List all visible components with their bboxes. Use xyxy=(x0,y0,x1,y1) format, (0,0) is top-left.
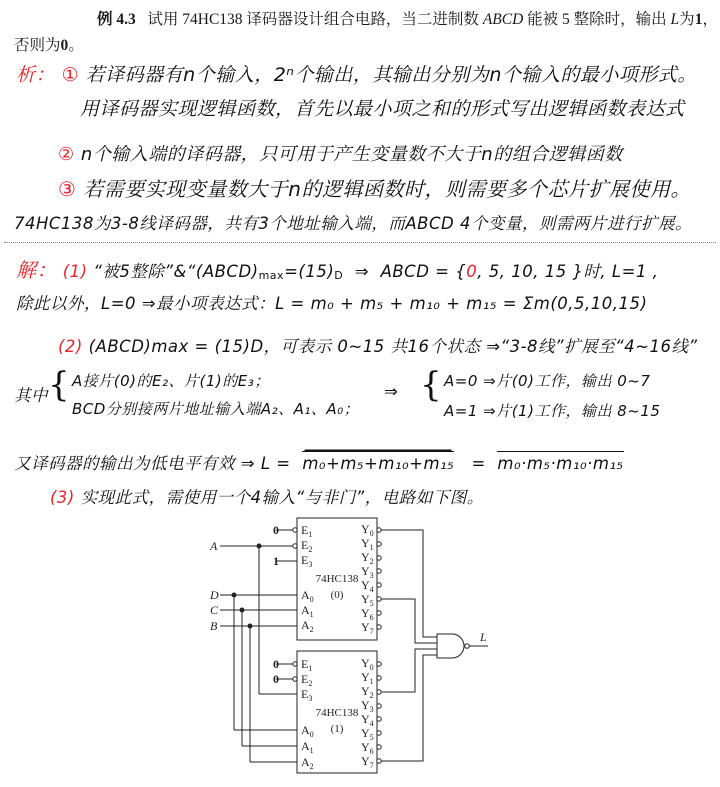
analysis-text-1: 若译码器有n个输入，2ⁿ个输出，其输出分别为n个输入的最小项形式。 xyxy=(85,64,697,86)
svg-text:Y5: $Y_5$ xyxy=(361,726,374,742)
step1-marker: (1) xyxy=(62,262,88,281)
marker-3: ③ xyxy=(58,177,77,201)
decoder-note-text: 又译码器的输出为低电平有效 ⇒ L = xyxy=(14,454,291,473)
subscript-d: D xyxy=(334,269,344,282)
svg-text:A2: $A_2$ xyxy=(301,755,314,771)
step2-text: (ABCD)max = (15)D，可表示 0~15 共16个状态 ⇒“3-8线”扩展至“4~16线” xyxy=(88,337,698,356)
svg-text:Y7: $Y_7$ xyxy=(361,620,374,636)
analysis-text-2: 用译码器实现逻辑函数，首先以最小项之和的形式写出逻辑函数表达式 xyxy=(80,98,685,120)
analysis-note-text: 74HC138为3-8线译码器，共有3个地址输入端，而ABCD 4个变量，则需两片进行扩展。 xyxy=(14,214,692,233)
svg-text:C: C xyxy=(210,603,219,617)
brace-right-1: A=0 ⇒片(0)工作，输出 0~7 xyxy=(444,372,651,390)
equals: = xyxy=(471,454,486,473)
where-label: 其中 xyxy=(14,386,48,405)
svg-text:Y3: $Y_3$ xyxy=(361,564,374,580)
svg-text:A1: $A_1$ xyxy=(301,739,314,755)
svg-text:D: D xyxy=(210,588,219,602)
right-brace: { xyxy=(420,365,442,405)
step1-text-d: , 5, 10, 15 }时, L=1 , xyxy=(477,262,659,281)
svg-text:E1: $E_1$ xyxy=(301,657,313,673)
svg-text:Y1: $Y_1$ xyxy=(361,670,374,686)
step3-marker: (3) xyxy=(50,488,75,507)
brace-right-2: A=1 ⇒片(1)工作，输出 8~15 xyxy=(444,402,661,420)
left-brace: { xyxy=(48,365,70,405)
dot: · xyxy=(521,454,527,473)
step3-text: 实现此式，需使用一个4输入“与非门”，电路如下图。 xyxy=(80,488,484,507)
term-m5: m₅ xyxy=(526,454,551,473)
svg-text:E3: $E_3$ xyxy=(301,687,313,703)
svg-text:E1: $E_1$ xyxy=(301,523,313,539)
analysis-text-3: n个输入端的译码器，只可用于产生变量数不大于n的组合逻辑函数 xyxy=(80,144,623,165)
subscript-max: max xyxy=(258,269,285,282)
min-term-expression: 除此以外，L=0 ⇒最小项表达式：L = m₀ + m₅ + m₁₀ + m₁₅ = Σm(0,5,10,15) xyxy=(16,294,648,313)
svg-text:L: L xyxy=(480,630,487,644)
svg-text:A1: $A_1$ xyxy=(301,603,314,619)
highlight-zero: 0 xyxy=(466,262,478,281)
term-m0: m₀ xyxy=(497,454,522,473)
value-zero: 0 xyxy=(60,37,69,54)
punct: ， xyxy=(702,11,718,28)
svg-text:74HC138: 74HC138 xyxy=(315,707,359,719)
var-abcd: ABCD xyxy=(482,11,524,28)
brace-left-1: A接片(0)的E₂、片(1)的E₃； xyxy=(72,372,270,390)
svg-text:1: 1 xyxy=(273,554,279,568)
svg-text:0: 0 xyxy=(273,657,279,671)
svg-text:B: B xyxy=(210,619,218,633)
solution-label: 解： xyxy=(16,258,57,282)
svg-text:E2: $E_2$ xyxy=(301,672,313,688)
problem-text-c: 为 xyxy=(679,11,695,28)
analysis-label: 析： xyxy=(16,64,56,86)
term-m15: m₁₅ xyxy=(592,454,624,473)
svg-text:Y7: $Y_7$ xyxy=(361,754,374,770)
svg-text:Y3: $Y_3$ xyxy=(361,698,374,714)
problem-text-2: 否则为 xyxy=(14,37,61,54)
svg-text:Y6: $Y_6$ xyxy=(361,606,374,622)
step2-marker: (2) xyxy=(58,337,83,356)
svg-text:Y4: $Y_4$ xyxy=(361,578,374,594)
implies-arrow: ⇒ xyxy=(354,262,370,281)
svg-text:Y4: $Y_4$ xyxy=(361,712,374,728)
double-overbar-sum: m₀+m₅+m₁₀+m₁₅ xyxy=(302,451,454,473)
svg-text:A2: $A_2$ xyxy=(301,618,314,634)
step1-text-b: =(15) xyxy=(284,262,335,281)
problem-number: 例 4.3 xyxy=(97,11,136,28)
step1-text-c: ABCD = { xyxy=(380,262,467,281)
analysis-text-4: 若需要实现变量数大于n的逻辑函数时，则需要多个芯片扩展使用。 xyxy=(83,177,691,201)
svg-text:Y0: $Y_0$ xyxy=(361,522,374,538)
svg-text:(0): (0) xyxy=(330,589,344,601)
svg-text:74HC138: 74HC138 xyxy=(315,573,359,585)
svg-text:E3: $E_3$ xyxy=(301,553,313,569)
svg-text:Y5: $Y_5$ xyxy=(361,592,374,608)
dot: · xyxy=(550,454,557,473)
value-one: 1 xyxy=(694,11,703,28)
step1-text-a: “被5整除”&“(ABCD) xyxy=(93,262,259,281)
svg-text:A0: $A_0$ xyxy=(301,588,314,604)
svg-text:0: 0 xyxy=(273,672,279,686)
brace-left-2: BCD分别接两片地址输入端A₂、A₁、A₀； xyxy=(72,400,360,418)
marker-2: ② xyxy=(58,144,75,165)
problem-text: 试用 74HC138 译码器设计组合电路，当二进制数 xyxy=(147,11,479,28)
svg-text:Y2: $Y_2$ xyxy=(361,550,374,566)
svg-text:(1): (1) xyxy=(330,723,344,735)
problem-text-b: 能被 5 整除时，输出 xyxy=(527,11,667,28)
var-l: L xyxy=(670,11,680,28)
svg-text:A: A xyxy=(210,539,218,553)
svg-text:0: 0 xyxy=(273,523,279,537)
term-m10: m₁₀ xyxy=(556,454,588,473)
svg-text:Y1: $Y_1$ xyxy=(361,536,374,552)
svg-text:E2: $E_2$ xyxy=(301,538,313,554)
svg-text:Y0: $Y_0$ xyxy=(361,656,374,672)
dot: · xyxy=(587,454,593,473)
svg-text:Y6: $Y_6$ xyxy=(361,740,374,756)
nand-gate xyxy=(437,634,464,658)
marker-1: ① xyxy=(61,64,80,86)
punct: 。 xyxy=(68,37,84,54)
svg-text:A0: $A_0$ xyxy=(301,723,314,739)
implies-arrow-2: ⇒ xyxy=(384,382,399,401)
svg-text:Y2: $Y_2$ xyxy=(361,684,374,700)
